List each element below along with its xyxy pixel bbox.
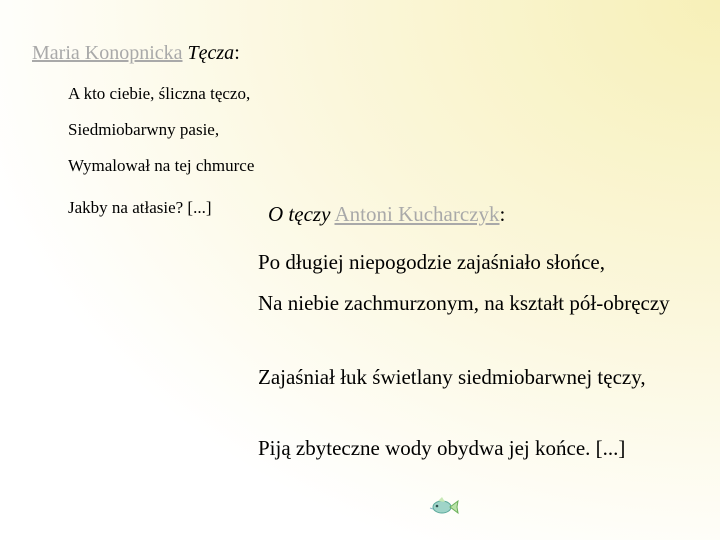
poem1-line-2: Siedmiobarwny pasie,	[68, 120, 220, 139]
poem1-colon: :	[234, 42, 240, 64]
poem2-line-1: Po długiej niepogodzie zajaśniało słońce,	[258, 250, 605, 274]
poem2-line-3: Zajaśniał łuk świetlany siedmiobarwnej tęczy,	[258, 365, 646, 389]
poem1-author-link[interactable]: Maria Konopnicka	[32, 42, 183, 64]
poem2-title: O tęczy	[268, 202, 331, 226]
poem2-line-2: Na niebie zachmurzonym, na kształt pół-obręczy	[258, 291, 670, 315]
poem1-title: Tęcza	[187, 42, 235, 64]
poem2-author-link[interactable]: Antoni Kucharczyk	[334, 202, 500, 226]
poem2-line-4: Piją zbyteczne wody obydwa jej końce. [...]	[258, 436, 626, 460]
poem1-line-3: Wymalował na tej chmurce	[68, 156, 255, 175]
poem1-line-4: Jakby na atłasie? [...]	[68, 198, 212, 217]
poem1-line-1: A kto ciebie, śliczna tęczo,	[68, 84, 251, 103]
poem2-colon: :	[499, 202, 506, 226]
fish-icon	[428, 496, 460, 518]
poem2-heading	[268, 202, 505, 227]
poem1-heading	[32, 42, 240, 65]
